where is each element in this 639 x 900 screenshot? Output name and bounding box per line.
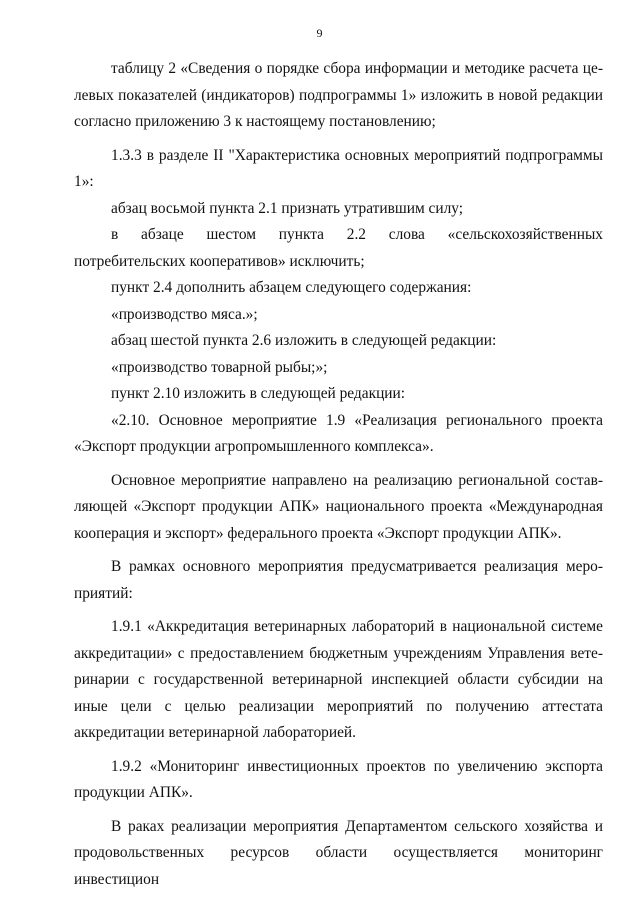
paragraph-item-2-6: абзац шестой пункта 2.6 изложить в следующей редакции:	[111, 332, 497, 349]
paragraph-monitoring: В раках реализации мероприятия Департаментом сельского хозяйства и продовольственных ресурсов области осуществляется мониторинг инвестицион	[74, 817, 603, 888]
paragraph-activity-1-9-1: 1.9.1 «Аккредитация ветеринарных лабораторий в национальной системе аккредитации» с предоставлением бюджетным учреждениям Управления ветеринарии с государственной ветеринарной инспекцией области субсидии на иные цели с целью реализации мероприятий по получению аттестата аккредитации ветеринарной лабораторией.	[74, 618, 603, 741]
page-number: 9	[316, 26, 323, 40]
paragraph-main-activity-1-9: «2.10. Основное мероприятие 1.9 «Реализация регионального проекта «Экспорт продукции агропромышленного комплекса».	[74, 411, 603, 455]
paragraph-activity-1-9-2: 1.9.2 «Мониторинг инвестиционных проектов по увеличению экспорта продукции АПК».	[74, 757, 603, 801]
paragraph-item-2-4: пункт 2.4 дополнить абзацем следующего содержания:	[111, 279, 472, 296]
paragraph-activities-intro: В рамках основного мероприятия предусматривается реализация мероприятий:	[74, 558, 603, 602]
paragraph-fish-production: «производство товарной рыбы;»;	[111, 358, 328, 376]
document-body	[74, 56, 603, 893]
paragraph-1-3-3: 1.3.3 в разделе II "Характеристика основных мероприятий подпрограммы 1»:	[74, 146, 603, 190]
paragraph-meat-production: «производство мяса.»;	[111, 305, 258, 323]
paragraph-item-2-1: абзац восьмой пункта 2.1 признать утратившим силу;	[111, 199, 464, 217]
paragraph-activity-direction: Основное мероприятие направлено на реализацию региональной составляющей «Экспорт продукции АПК» национального проекта «Международная кооперация и экспорт» федерального проекта «Экспорт продукции АПК».	[74, 471, 603, 542]
paragraph-table-2: таблицу 2 «Сведения о порядке сбора информации и методике расчета целевых показателей (индикаторов) подпрограммы 1» изложить в новой редакции согласно приложению 3 к настоящему постановлению;	[74, 60, 603, 130]
paragraph-item-2-10: пункт 2.10 изложить в следующей редакции:	[111, 385, 406, 402]
paragraph-item-2-2: в абзаце шестом пункта 2.2 слова «сельскохозяйственных потребительских кооперативов» исключить;	[74, 226, 603, 270]
